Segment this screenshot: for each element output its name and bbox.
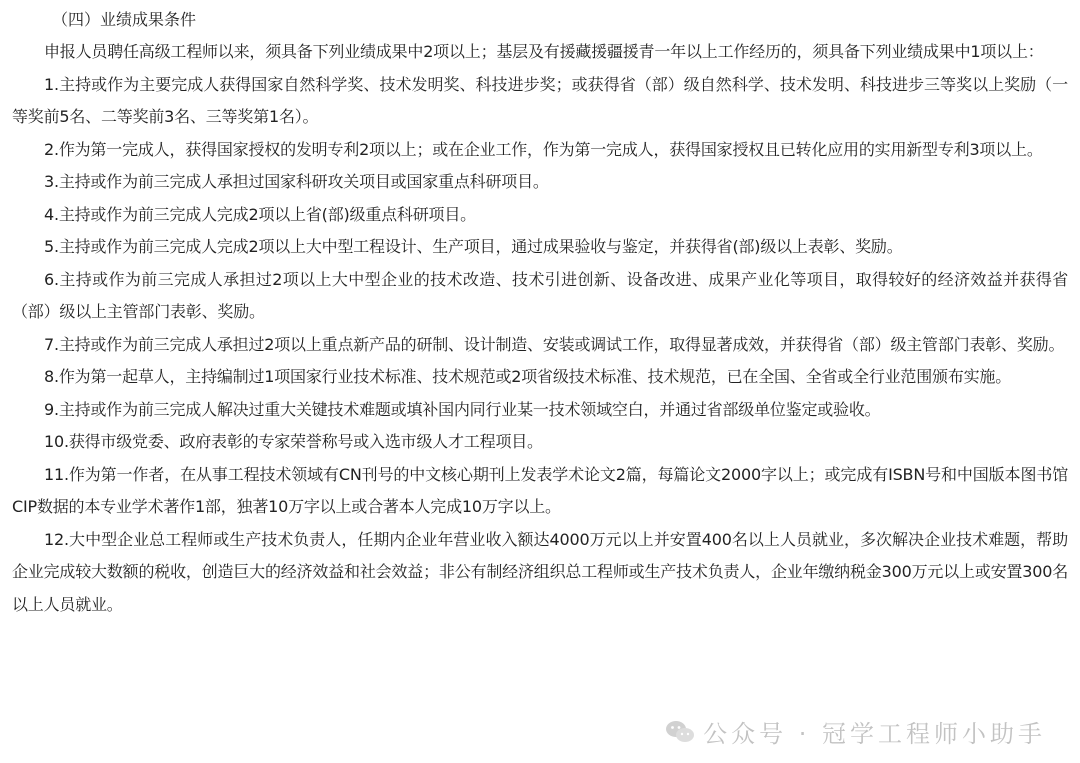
list-item-10: 10.获得市级党委、政府表彰的专家荣誉称号或入选市级人才工程项目。 [44, 432, 543, 451]
section-heading: （四）业绩成果条件 [52, 10, 197, 29]
list-item-1: 1.主持或作为主要完成人获得国家自然科学奖、技术发明奖、科技进步奖；或获得省（部）级自然科学、技术发明、科技进步三等奖以上奖励（一等奖前5名、二等奖前3名、三等奖第1名）。 [12, 74, 1068, 126]
intro-paragraph: 申报人员聘任高级工程师以来，须具备下列业绩成果中2项以上；基层及有援藏援疆援青一年以上工作经历的，须具备下列业绩成果中1项以上： [44, 42, 1044, 61]
list-item-8: 8.作为第一起草人，主持编制过1项国家行业技术标准、技术规范或2项省级技术标准、技术规范，已在全国、全省或全行业范围颁布实施。 [44, 367, 1012, 386]
list-item-5: 5.主持或作为前三完成人完成2项以上大中型工程设计、生产项目，通过成果验收与鉴定，并获得省(部)级以上表彰、奖励。 [44, 237, 903, 256]
list-item-7: 7.主持或作为前三完成人承担过2项以上重点新产品的研制、设计制造、安装或调试工作，取得显著成效，并获得省（部）级主管部门表彰、奖励。 [44, 334, 1065, 354]
list-item-3: 3.主持或作为前三完成人承担过国家科研攻关项目或国家重点科研项目。 [44, 172, 549, 191]
list-item-12: 12.大中型企业总工程师或生产技术负责人，任期内企业年营业收入额达4000万元以上并安置400名以上人员就业，多次解决企业技术难题，帮助企业完成较大数额的税收，创造巨大的经济效益和社会效益；非公有制经济组织总工程师或生产技术负责人，企业年缴纳税金300万元以上或安置300名以上人员就业。 [12, 529, 1068, 614]
list-item-6: 6.主持或作为前三完成人承担过2项以上大中型企业的技术改造、技术引进创新、设备改进、成果产业化等项目，取得较好的经济效益并获得省（部）级以上主管部门表彰、奖励。 [12, 269, 1068, 321]
watermark-text: 公众号 · 冠学工程师小助手 [703, 720, 1046, 748]
list-item-11: 11.作为第一作者，在从事工程技术领域有CN刊号的中文核心期刊上发表学术论文2篇，每篇论文2000字以上；或完成有ISBN号和中国版本图书馆CIP数据的本专业学术著作1部，独著10万字以上或合著本人完成10万字以上。 [12, 464, 1068, 516]
list-item-4: 4.主持或作为前三完成人完成2项以上省(部)级重点科研项目。 [44, 204, 476, 224]
list-item-9: 9.主持或作为前三完成人解决过重大关键技术难题或填补国内同行业某一技术领域空白，并通过省部级单位鉴定或验收。 [44, 399, 881, 419]
list-item-2: 2.作为第一完成人，获得国家授权的发明专利2项以上；或在企业工作，作为第一完成人，获得国家授权且已转化应用的实用新型专利3项以上。 [44, 139, 1043, 159]
